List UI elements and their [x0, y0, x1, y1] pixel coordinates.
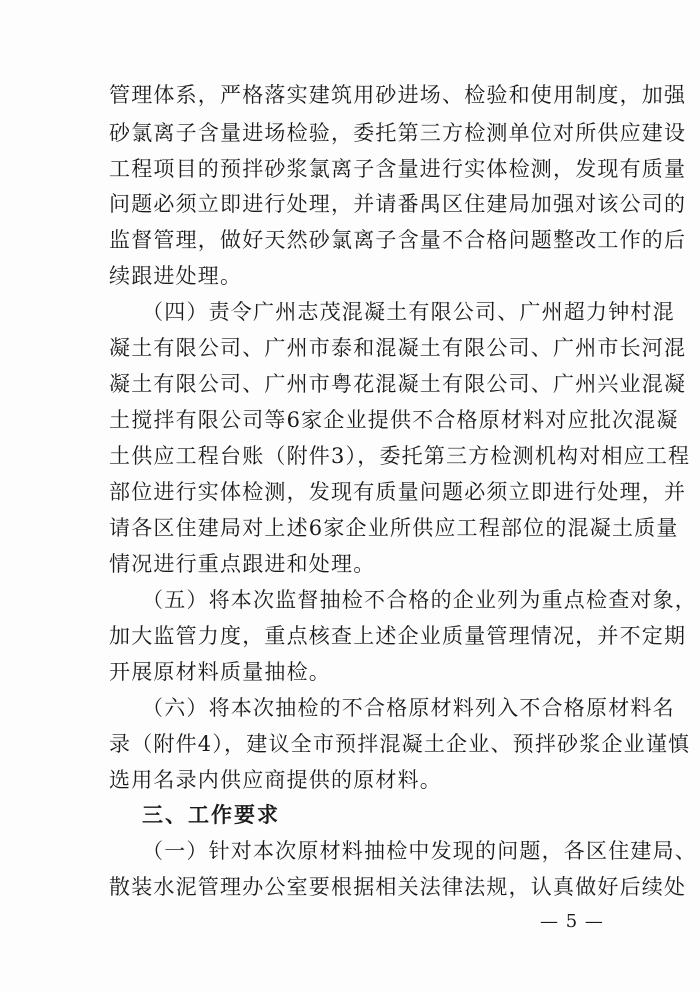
text-line: 凝土有限公司、广州市粤花混凝土有限公司、广州兴业混凝: [109, 372, 687, 396]
text-line: （六）将本次抽检的不合格原材料列入不合格原材料名: [142, 696, 675, 720]
text-line: 砂氯离子含量进场检验，委托第三方检测单位对所供应建设: [109, 121, 687, 145]
page-number: — 5 —: [540, 911, 604, 932]
text-line: 土供应工程台账（附件3），委托第三方检测机构对相应工程: [109, 444, 691, 468]
text-line: 管理体系，严格落实建筑用砂进场、检验和使用制度，加强: [109, 83, 687, 107]
text-line: 散装水泥管理办公室要根据相关法律法规，认真做好后续处: [109, 875, 687, 899]
text-line: 请各区住建局对上述6家企业所供应工程部位的混凝土质量: [109, 516, 679, 540]
text-line: 部位进行实体检测，发现有质量问题必须立即进行处理，并: [109, 480, 687, 504]
text-line: （五）将本次监督抽检不合格的企业列为重点检查对象，: [142, 588, 697, 612]
text-line: 选用名录内供应商提供的原材料。: [109, 768, 442, 792]
text-line: 情况进行重点跟进和处理。: [109, 552, 376, 576]
text-line: 问题必须立即进行处理，并请番禺区住建局加强对该公司的: [109, 192, 687, 216]
text-line: 土搅拌有限公司等6家企业提供不合格原材料对应批次混凝: [109, 408, 679, 432]
text-line: （四）责令广州志茂混凝土有限公司、广州超力钟村混: [142, 300, 675, 324]
text-line: 凝土有限公司、广州市泰和混凝土有限公司、广州市长河混: [109, 336, 687, 360]
text-line: （一）针对本次原材料抽检中发现的问题，各区住建局、: [142, 839, 697, 863]
text-line: 录（附件4），建议全市预拌混凝土企业、预拌砂浆企业谨慎: [109, 732, 691, 756]
text-line: 续跟进处理。: [109, 264, 243, 288]
text-line: 加大监管力度，重点核查上述企业质量管理情况，并不定期: [109, 624, 687, 648]
text-line: 开展原材料质量抽检。: [109, 660, 331, 684]
text-line: 监督管理，做好天然砂氯离子含量不合格问题整改工作的后: [109, 228, 687, 252]
section-heading: 三、工作要求: [142, 803, 280, 827]
text-line: 工程项目的预拌砂浆氯离子含量进行实体检测，发现有质量: [109, 157, 687, 181]
